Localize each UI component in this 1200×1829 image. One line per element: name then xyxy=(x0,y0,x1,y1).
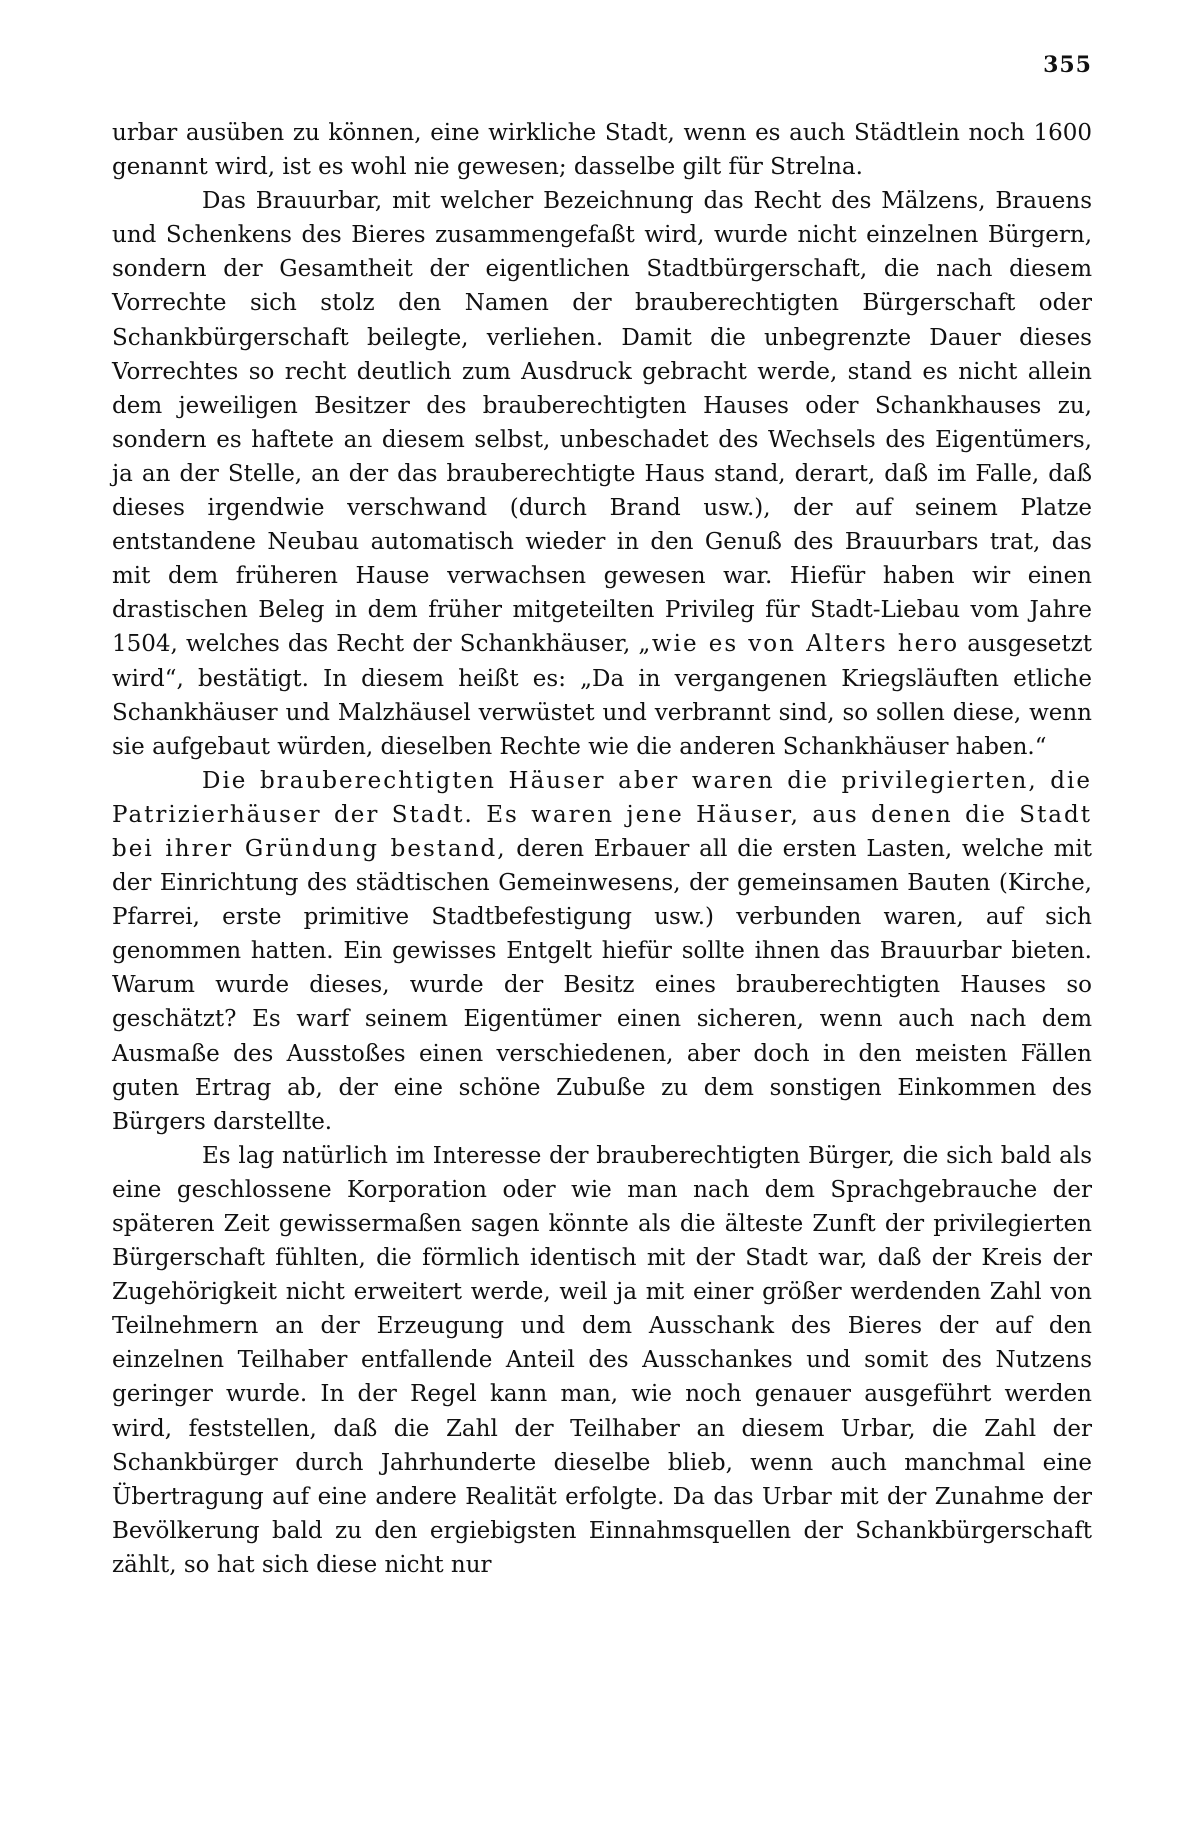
page-number: 355 xyxy=(1043,52,1092,78)
paragraph-patrizierhaeuser xyxy=(112,764,1092,1139)
spaced-quote: „wie es von Alters hero xyxy=(638,631,960,658)
spaced-emphasis: Die brauberechtigten Häuser aber waren die privilegierten, die Patrizierhäuser der Stadt. Es waren jene Häuser, aus denen die Stadt bei ihrer Gründung bestand, xyxy=(112,767,1092,862)
paragraph-brauurbar xyxy=(112,184,1092,764)
paragraph-continuation xyxy=(112,116,1092,184)
text-run: ausgesetzt wird“, bestätigt. In diesem heißt es: „Da in vergangenen Kriegsläuften etliche Schankhäuser und Malzhäusel verwüstet und verbrannt sind, so sollen diese, wenn sie aufgebaut würden, dieselben Rechte wie die anderen Schankhäuser haben.“ xyxy=(112,631,1092,760)
paragraph-korporation xyxy=(112,1139,1092,1582)
text-run: urbar ausüben zu können, eine wirkliche Stadt, wenn es auch Städtlein noch 1600 genannt wird, ist es wohl nie gewesen; dasselbe gilt für Strelna. xyxy=(112,120,1092,181)
text-run: Das Brauurbar, mit welcher Bezeichnung das Recht des Mälzens, Brauens und Schenkens des Bieres zusammengefaßt wird, wurde nicht einzelnen Bürgern, sondern der Gesamtheit der eigentlichen Stadtbürgerschaft, die nach diesem Vorrechte sich stolz den Namen der brauberechtigten Bürgerschaft oder Schankbürgerschaft beilegte, verliehen. Damit die unbegrenzte Dauer dieses Vorrechtes so recht deutlich zum Ausdruck gebracht werde, stand es nicht allein dem jeweiligen Besitzer des brauberechtigten Hauses oder Schankhauses zu, sondern es haftete an diesem selbst, unbeschadet des Wechsels des Eigentümers, ja an der Stelle, an der das brauberechtigte Haus stand, derart, daß im Falle, daß dieses irgendwie verschwand (durch Brand usw.), der auf seinem Platze entstandene Neubau automatisch wieder in den Genuß des Brauurbars trat, das mit dem früheren Hause verwachsen gewesen war. Hiefür haben wir einen drastischen Beleg in dem früher mitgeteilten Privileg für Stadt-Liebau vom Jahre 1504, welches das Recht der Schankhäuser, xyxy=(112,188,1092,658)
text-run: deren Erbauer all die ersten Lasten, welche mit der Einrichtung des städtischen Gemeinwesens, der gemeinsamen Bauten (Kirche, Pfarrei, erste primitive Stadtbefestigung usw.) verbunden waren, auf sich genommen hatten. Ein gewisses Entgelt hiefür sollte ihnen das Brauurbar bieten. Warum wurde dieses, wurde der Besitz eines brauberechtigten Hauses so geschätzt? Es warf seinem Eigentümer einen sicheren, wenn auch nach dem Ausmaße des Ausstoßes einen verschiedenen, aber doch in den meisten Fällen guten Ertrag ab, der eine schöne Zubuße zu dem sonstigen Einkommen des Bürgers darstellte. xyxy=(112,835,1092,1135)
text-run: Es lag natürlich im Interesse der brauberechtigten Bürger, die sich bald als eine geschlossene Korporation oder wie man nach dem Sprachgebrauche der späteren Zeit gewissermaßen sagen könnte als die älteste Zunft der privilegierten Bürgerschaft fühlten, die förmlich identisch mit der Stadt war, daß der Kreis der Zugehörigkeit nicht erweitert werde, weil ja mit einer größer werdenden Zahl von Teilnehmern an der Erzeugung und dem Ausschank des Bieres der auf den einzelnen Teilhaber entfallende Anteil des Ausschankes und somit des Nutzens geringer wurde. In der Regel kann man, wie noch genauer ausgeführt werden wird, feststellen, daß die Zahl der Teilhaber an diesem Urbar, die Zahl der Schankbürger durch Jahrhunderte dieselbe blieb, wenn auch manchmal eine Übertragung auf eine andere Realität erfolgte. Da das Urbar mit der Zunahme der Bevölkerung bald zu den ergiebigsten Einnahmsquellen der Schankbürgerschaft zählt, so hat sich diese nicht nur xyxy=(112,1142,1092,1578)
body-text xyxy=(112,116,1092,1582)
